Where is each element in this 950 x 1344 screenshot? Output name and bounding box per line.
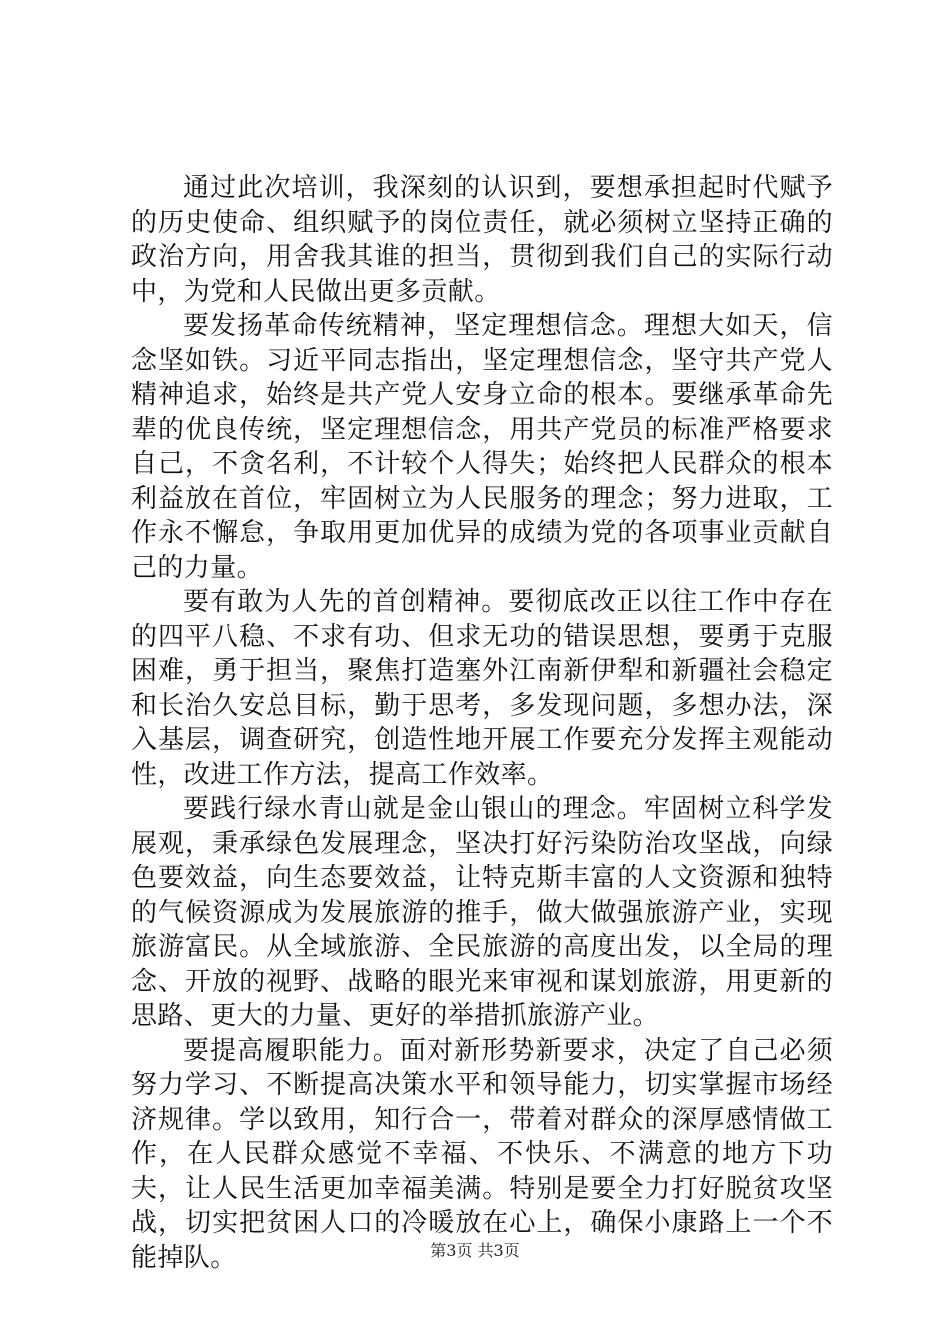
page-number: 第3页 <box>430 1241 473 1260</box>
page-total: 共3页 <box>477 1241 520 1260</box>
page-footer <box>0 1241 950 1261</box>
paragraph-4: 要践行绿水青山就是金山银山的理念。牢固树立科学发展观，秉承绿色发展理念，坚决打好污染防治攻坚战，向绿色要效益，向生态要效益，让特克斯丰富的人文资源和独特的气候资源成为发展旅游的推手，做大做强旅游产业，实现旅游富民。从全域旅游、全民旅游的高度出发，以全局的理念、开放的视野、战略的眼光来审视和谋划旅游，用更新的思路、更大的力量、更好的举措抓旅游产业。 <box>131 794 833 1031</box>
paragraph-3: 要有敢为人先的首创精神。要彻底改正以往工作中存在的四平八稳、不求有功、但求无功的错误思想，要勇于克服困难，勇于担当，聚焦打造塞外江南新伊犁和新疆社会稳定和长治久安总目标，勤于思考，多发现问题，多想办法，深入基层，调查研究，创造性地开展工作要充分发挥主观能动性，改进工作方法，提高工作效率。 <box>131 587 833 790</box>
document-body <box>131 171 833 1275</box>
paragraph-2: 要发扬革命传统精神，坚定理想信念。理想大如天，信念坚如铁。习近平同志指出，坚定理想信念，坚守共产党人精神追求，始终是共产党人安身立命的根本。要继承革命先辈的优良传统，坚定理想信念，用共产党员的标准严格要求自己，不贪名利，不计较个人得失；始终把人民群众的根本利益放在首位，牢固树立为人民服务的理念；努力进取，工作永不懈怠，争取用更加优异的成绩为党的各项事业贡献自己的力量。 <box>131 311 833 583</box>
paragraph-1: 通过此次培训，我深刻的认识到，要想承担起时代赋予的历史使命、组织赋予的岗位责任，就必须树立坚持正确的政治方向，用舍我其谁的担当，贯彻到我们自己的实际行动中，为党和人民做出更多贡献。 <box>131 173 833 307</box>
paragraph-5: 要提高履职能力。面对新形势新要求，决定了自己必须努力学习、不断提高决策水平和领导能力，切实掌握市场经济规律。学以致用，知行合一，带着对群众的深厚感情做工作，在人民群众感觉不幸福、不快乐、不满意的地方下功夫，让人民生活更加幸福美满。特别是要全力打好脱贫攻坚战，切实把贫困人口的冷暖放在心上，确保小康路上一个不能掉队。 <box>131 1035 833 1273</box>
